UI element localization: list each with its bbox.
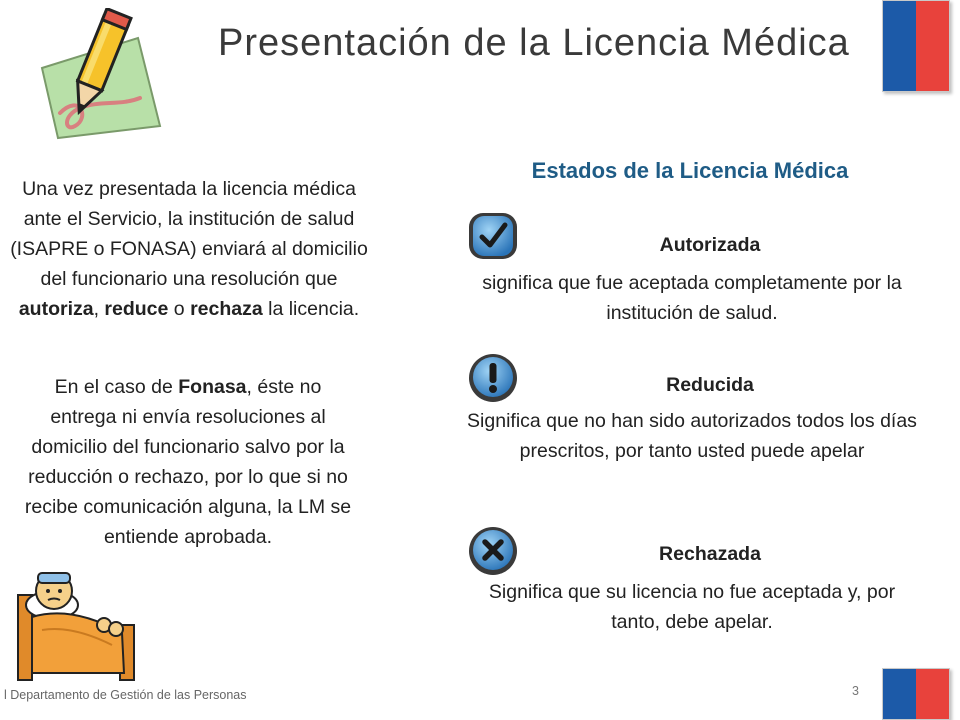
state-title-autorizada: Autorizada [659, 234, 761, 256]
state-description-rechazada: Significa que su licencia no fue aceptada y, por tanto, debe apelar. [488, 581, 896, 633]
keyword-fonasa: Fonasa [178, 376, 247, 398]
exclamation-icon [467, 352, 519, 404]
state-description-autorizada: significa que fue aceptada completamente por la institución de salud. [482, 272, 902, 324]
keyword-reduce: reduce [104, 298, 169, 320]
keyword-rechaza: rechaza [190, 298, 263, 320]
pencil-paper-clipart [20, 8, 170, 143]
flag-decoration-bottom [882, 668, 950, 720]
sick-person-clipart [12, 555, 142, 685]
state-title-reducida: Reducida [666, 374, 754, 396]
checkmark-icon [467, 211, 519, 263]
page-title: Presentación de la Licencia Médica [218, 22, 850, 64]
intro-paragraph: Una vez presentada la licencia médica ante el Servicio, la institución de salud (ISAPRE o FONASA) enviará al domicilio del funcionario una resolución que autoriza, reduce o rechaza la licencia. [10, 178, 368, 320]
x-icon [467, 525, 519, 577]
state-title-rechazada: Rechazada [659, 543, 761, 565]
state-description-reducida: Significa que no han sido autorizados todos los días prescritos, por tanto usted puede apelar [467, 410, 917, 462]
fonasa-paragraph: En el caso de Fonasa, éste no entrega ni envía resoluciones al domicilio del funcionario salvo por la reducción o rechazo, por lo que si no recibe comunicación alguna, la LM se entiende aprobada. [24, 376, 352, 548]
footer-department: l Departamento de Gestión de las Personas [4, 688, 247, 702]
keyword-autoriza: autoriza [18, 298, 94, 320]
page-number: 3 [852, 684, 859, 698]
states-heading: Estados de la Licencia Médica [531, 158, 849, 183]
flag-decoration-top [882, 0, 950, 92]
